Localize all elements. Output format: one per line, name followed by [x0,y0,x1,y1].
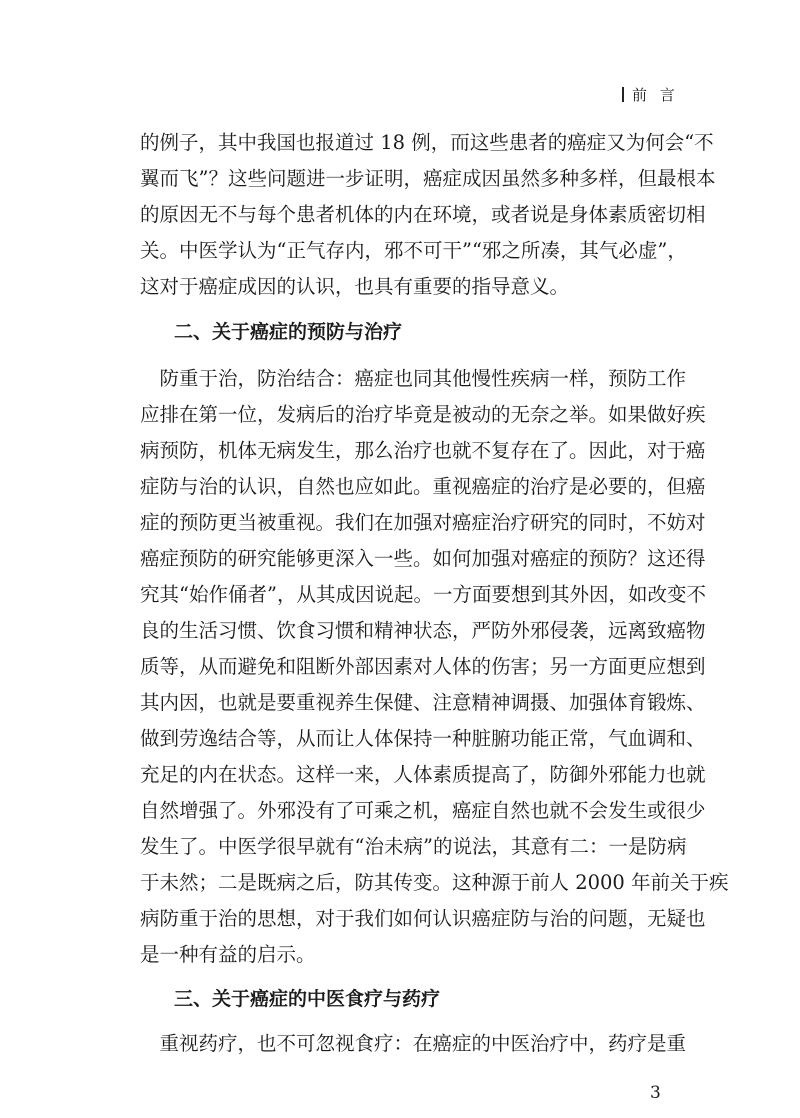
text-line: 发生了。中医学很早就有“治未病”的说法，其意有二：一是防病 [140,835,687,858]
text-line: 重视药疗，也不可忽视食疗：在癌症的中医治疗中，药疗是重 [140,1032,687,1055]
section-heading: 三、关于癌症的中医食疗与药疗 [174,988,441,1010]
section-heading: 二、关于癌症的预防与治疗 [174,321,403,343]
text-line: 这对于癌症成因的认识，也具有重要的指导意义。 [140,275,570,298]
header-divider [622,87,624,102]
header-section-title: 前 言 [632,86,679,104]
text-line: 自然增强了。外邪没有了可乘之机，癌症自然也就不会发生或很少 [140,799,706,822]
text-line: 关。中医学认为“正气存内，邪不可干”“邪之所凑，其气必虚”， [140,239,687,262]
text-line: 的例子，其中我国也报道过 18 例，而这些患者的癌症又为何会“不 [140,131,714,154]
text-line: 翼而飞”？这些问题进一步证明，癌症成因虽然多种多样，但最根本 [140,167,716,190]
page-number: 3 [650,1083,661,1103]
text-line: 的原因无不与每个患者机体的内在环境，或者说是身体素质密切相 [140,203,706,226]
text-line: 究其“始作俑者”，从其成因说起。一方面要想到其外因，如改变不 [140,583,706,606]
text-line: 癌症预防的研究能够更深入一些。如何加强对癌症的预防？这还得 [140,547,706,570]
text-line: 症的预防更当被重视。我们在加强对癌症治疗研究的同时，不妨对 [140,511,706,534]
text-line: 应排在第一位，发病后的治疗毕竟是被动的无奈之举。如果做好疾 [140,403,706,426]
text-line: 做到劳逸结合等，从而让人体保持一种脏腑功能正常，气血调和、 [140,727,706,750]
text-line: 症防与治的认识，自然也应如此。重视癌症的治疗是必要的，但癌 [140,475,706,498]
text-line: 是一种有益的启示。 [140,943,316,966]
text-line: 病防重于治的思想，对于我们如何认识癌症防与治的问题，无疑也 [140,907,706,930]
text-line: 于未然；二是既病之后，防其传变。这种源于前人 2000 年前关于疾 [140,871,729,894]
text-line: 质等，从而避免和阻断外部因素对人体的伤害；另一方面更应想到 [140,655,706,678]
running-header [622,84,679,105]
text-line: 充足的内在状态。这样一来，人体素质提高了，防御外邪能力也就 [140,763,706,786]
text-line: 病预防，机体无病发生，那么治疗也就不复存在了。因此，对于癌 [140,439,706,462]
text-line: 良的生活习惯、饮食习惯和精神状态，严防外邪侵袭，远离致癌物 [140,619,706,642]
text-line: 防重于治，防治结合：癌症也同其他慢性疾病一样，预防工作 [140,367,687,390]
text-line: 其内因，也就是要重视养生保健、注意精神调摄、加强体育锻炼、 [140,691,706,714]
